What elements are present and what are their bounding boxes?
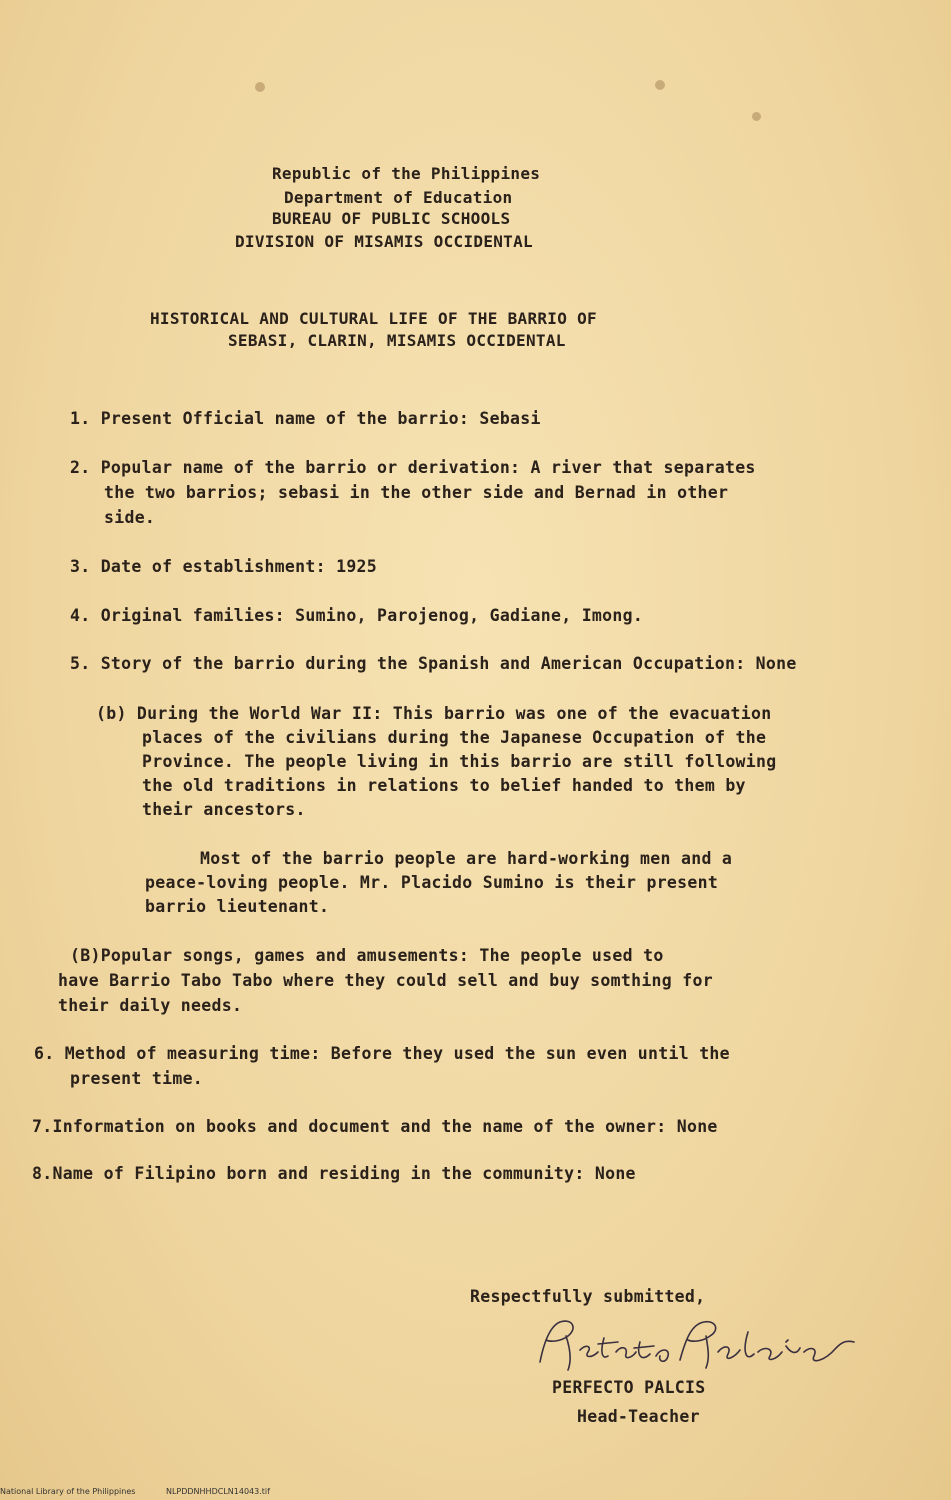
item-1: 1. Present Official name of the barrio: Sebasi (70, 409, 541, 428)
item-5b-line-5: their ancestors. (142, 800, 306, 819)
item-5b-line-3: Province. The people living in this barrio are still following (142, 752, 777, 771)
item-B-line-3: their daily needs. (58, 996, 243, 1015)
item-B-line-2: have Barrio Tabo Tabo where they could sell and buy somthing for (58, 971, 713, 990)
item-B-line-1: (B)Popular songs, games and amusements: The people used to (70, 946, 664, 965)
item-5b-line-2: places of the civilians during the Japanese Occupation of the (142, 728, 767, 747)
item-2-line-3: side. (104, 508, 156, 527)
stain-spot (752, 112, 761, 121)
footer-filename: NLPDDNHHDCLN14043.tif (165, 1487, 270, 1496)
item-2-line-1: 2. Popular name of the barrio or derivation: A river that separates (70, 458, 756, 477)
header-division: DIVISION OF MISAMIS OCCIDENTAL (235, 232, 533, 251)
respectfully-submitted: Respectfully submitted, (470, 1287, 706, 1306)
item-6-line-1: 6. Method of measuring time: Before they used the sun even until the (34, 1044, 730, 1063)
staple-mark-right (655, 80, 665, 90)
signatory-role: Head-Teacher (577, 1407, 700, 1426)
item-3: 3. Date of establishment: 1925 (70, 557, 378, 576)
signatory-name: PERFECTO PALCIS (552, 1378, 706, 1397)
item-5b-line-4: the old traditions in relations to belief handed to them by (142, 776, 746, 795)
item-5: 5. Story of the barrio during the Spanish and American Occupation: None (70, 654, 797, 673)
header-department: Department of Education (284, 188, 513, 207)
footer-library: National Library of the Philippines (0, 1487, 136, 1496)
title-line-2: SEBASI, CLARIN, MISAMIS OCCIDENTAL (228, 331, 566, 350)
paragraph-line-1: Most of the barrio people are hard-working men and a (200, 849, 733, 868)
paragraph-line-3: barrio lieutenant. (145, 897, 330, 916)
paragraph-line-2: peace-loving people. Mr. Placido Sumino is their present (145, 873, 719, 892)
handwritten-signature (520, 1312, 860, 1382)
item-6-line-2: present time. (70, 1069, 204, 1088)
item-4: 4. Original families: Sumino, Parojenog, Gadiane, Imong. (70, 606, 644, 625)
scan-footer (0, 1487, 298, 1496)
item-8: 8.Name of Filipino born and residing in the community: None (32, 1164, 636, 1183)
header-bureau: BUREAU OF PUBLIC SCHOOLS (272, 209, 511, 228)
staple-mark-left (255, 82, 265, 92)
item-7: 7.Information on books and document and the name of the owner: None (32, 1117, 718, 1136)
header-republic: Republic of the Philippines (272, 164, 541, 183)
item-2-line-2: the two barrios; sebasi in the other side and Bernad in other (104, 483, 729, 502)
title-line-1: HISTORICAL AND CULTURAL LIFE OF THE BARRIO OF (150, 309, 597, 328)
item-5b-line-1: (b) During the World War II: This barrio was one of the evacuation (96, 704, 772, 723)
